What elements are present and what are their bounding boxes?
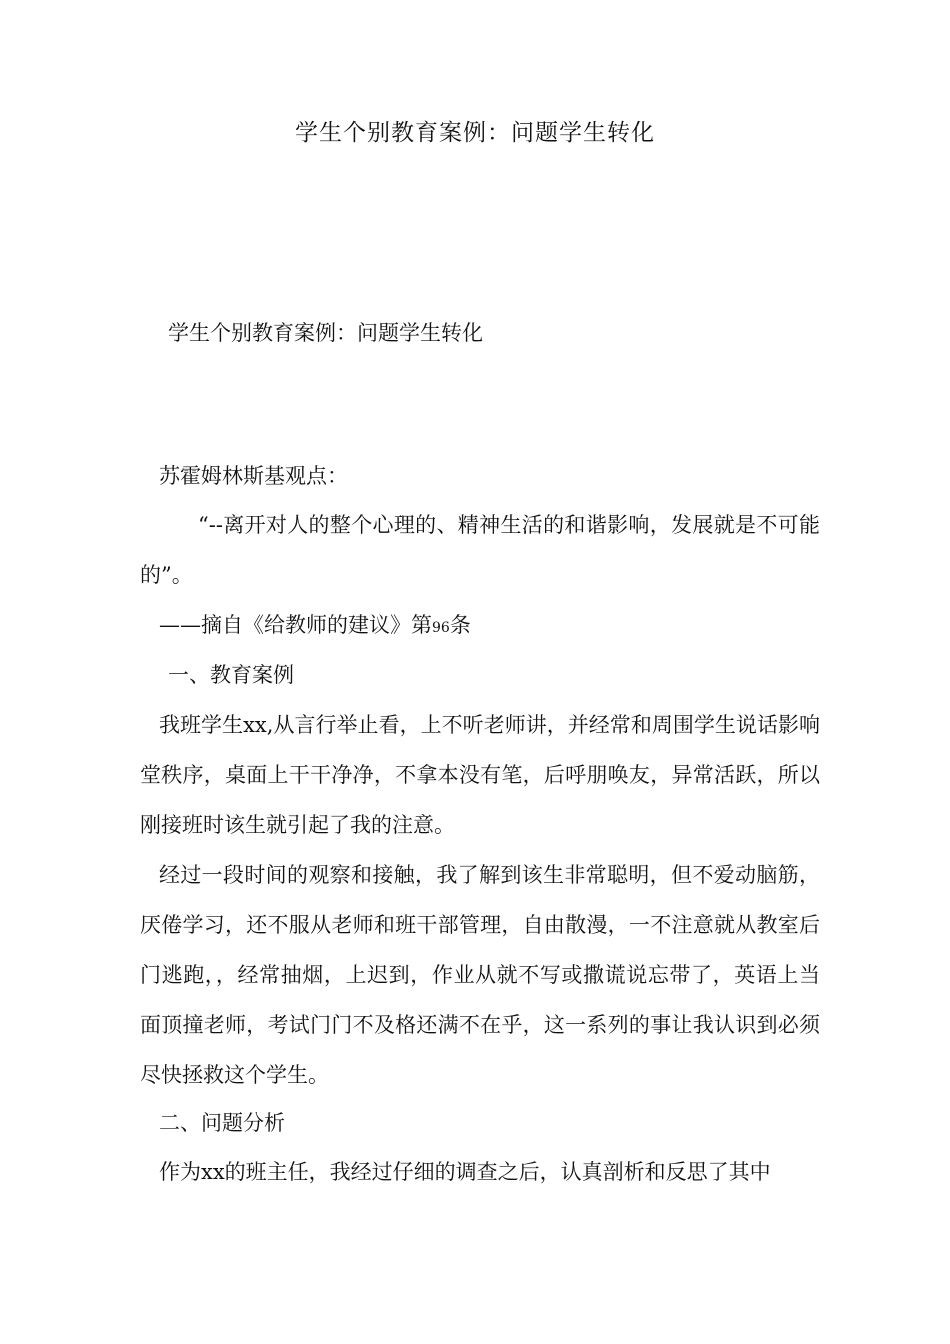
case-paragraph-2: 经过一段时间的观察和接触，我了解到该生非常聪明，但不爱动脑筋，厌倦学习，还不服从老师和班干部管理，自由散漫，一不注意就从教室后门逃跑，，经常抽烟，上迟到，作业从就不写或撒谎说忘带了，英语上当面顶撞老师，考试门门不及格还满不在乎，这一系列的事让我认识到必须尽快拯救这个学生。	[140, 863, 820, 1087]
section-heading-case: 一、教育案例	[168, 663, 294, 687]
section-heading-analysis: 二、问题分析	[159, 1111, 285, 1135]
quote-paragraph: “--离开对人的整个心理的、精神生活的和谐影响，发展就是不可能的”。	[140, 513, 820, 587]
source-number: 96	[432, 620, 450, 636]
source-suffix: 条	[449, 613, 471, 637]
viewpoint-heading: 苏霍姆林斯基观点：	[159, 464, 348, 488]
case-paragraph-1: 我班学生xx,从言行举止看，上不听老师讲，并经常和周围学生说话影响堂秩序，桌面上干干净净，不拿本没有笔，后呼朋唤友，异常活跃，所以刚接班时该生就引起了我的注意。	[140, 713, 820, 837]
source-prefix: ——摘自《给教师的建议》第	[159, 613, 432, 637]
document-subtitle: 学生个别教育案例：问题学生转化	[168, 321, 483, 345]
analysis-paragraph-1: 作为xx的班主任，我经过仔细的调查之后，认真剖析和反思了其中	[159, 1160, 771, 1184]
source-citation	[159, 600, 839, 653]
document-title: 学生个别教育案例：问题学生转化	[295, 120, 655, 146]
